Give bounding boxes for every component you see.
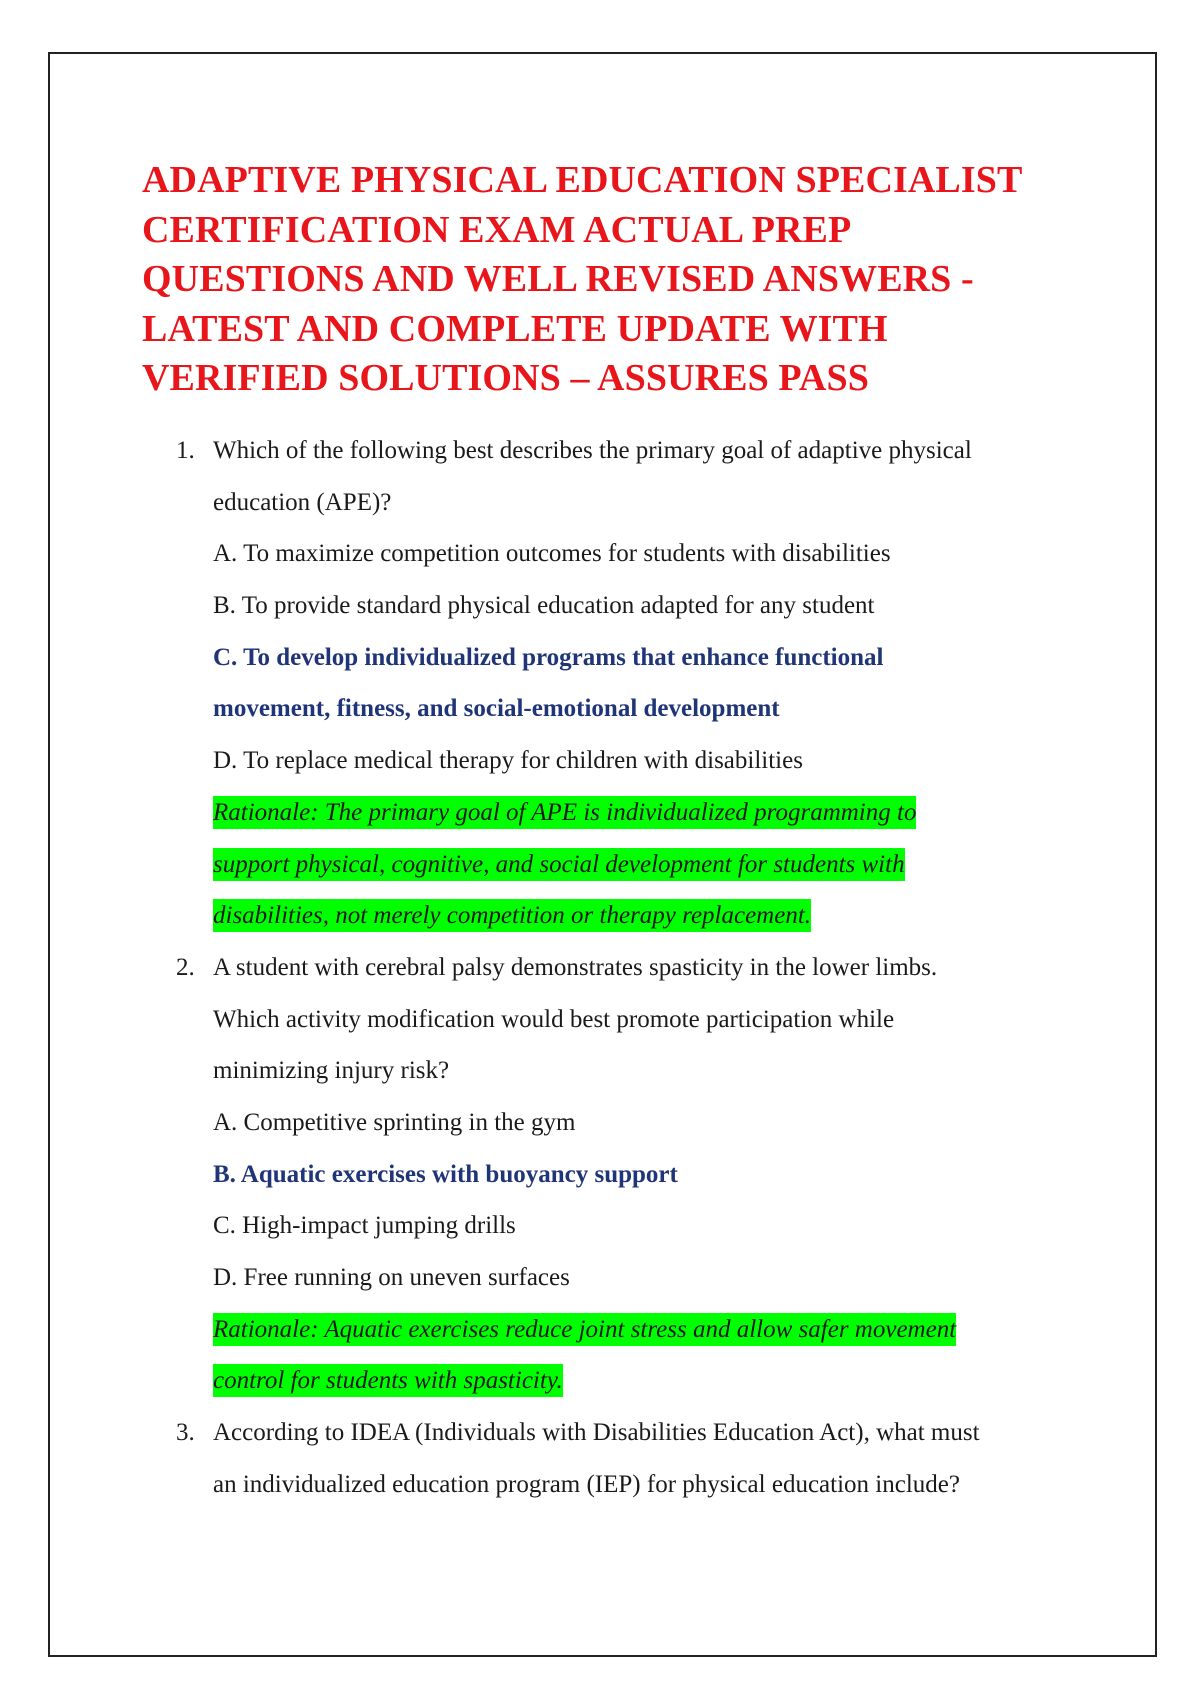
answer-option: A. Competitive sprinting in the gym — [213, 1108, 576, 1136]
question-line: an individualized education program (IEP) for physical education include? — [213, 1470, 960, 1498]
question-text — [0, 1045, 1200, 1097]
rationale-line: control for students with spasticity. — [213, 1364, 563, 1397]
rationale — [0, 890, 1200, 942]
question-line: education (APE)? — [213, 488, 392, 516]
title-line: VERIFIED SOLUTIONS – ASSURES PASS — [142, 357, 869, 399]
question-item — [0, 1407, 1200, 1510]
rationale-line: Rationale: The primary goal of APE is individualized programming to — [213, 796, 916, 829]
rationale — [0, 1304, 1200, 1356]
correct-answer: C. To develop individualized programs that enhance functional — [213, 643, 884, 671]
rationale-line: support physical, cognitive, and social development for students with — [213, 848, 905, 881]
answer-option: B. To provide standard physical education adapted for any student — [213, 592, 875, 620]
title-line: ADAPTIVE PHYSICAL EDUCATION SPECIALIST — [142, 159, 1023, 201]
question-text — [0, 425, 1200, 477]
question-line: Which activity modification would best promote participation while — [213, 1005, 895, 1033]
rationale-line: disabilities, not merely competition or therapy replacement. — [213, 899, 811, 932]
question-text — [0, 994, 1200, 1046]
answer-option: A. To maximize competition outcomes for students with disabilities — [213, 540, 891, 568]
rationale — [0, 787, 1200, 839]
title-line: CERTIFICATION EXAM ACTUAL PREP — [142, 208, 852, 251]
title-line: LATEST AND COMPLETE UPDATE WITH — [142, 307, 888, 350]
question-number: 1. — [176, 437, 195, 464]
answer-option: D. To replace medical therapy for children with disabilities — [213, 747, 803, 775]
question-number: 3. — [176, 1419, 195, 1447]
question-text — [0, 477, 1200, 529]
question-item — [0, 942, 1200, 1407]
correct-answer: B. Aquatic exercises with buoyancy support — [213, 1160, 678, 1188]
question-line: Which of the following best describes the primary goal of adaptive physical — [213, 437, 972, 464]
question-line: According to IDEA (Individuals with Disabilities Education Act), what must — [213, 1419, 980, 1447]
question-text — [0, 942, 1200, 994]
correct-answer: movement, fitness, and social-emotional development — [213, 695, 780, 723]
question-text — [0, 1459, 1200, 1511]
question-line: minimizing injury risk? — [213, 1057, 450, 1085]
question-item — [0, 425, 1200, 942]
question-line: A student with cerebral palsy demonstrates spasticity in the lower limbs. — [213, 953, 938, 981]
title-line: QUESTIONS AND WELL REVISED ANSWERS - — [142, 258, 974, 300]
rationale-line: Rationale: Aquatic exercises reduce joint stress and allow safer movement — [213, 1313, 956, 1346]
question-text — [0, 1407, 1200, 1459]
answer-option: D. Free running on uneven surfaces — [213, 1264, 570, 1291]
question-list — [0, 425, 1200, 1510]
question-number: 2. — [176, 953, 195, 981]
document-title — [142, 156, 1082, 404]
answer-option: C. High-impact jumping drills — [213, 1212, 516, 1240]
rationale — [0, 1355, 1200, 1407]
rationale — [0, 839, 1200, 891]
